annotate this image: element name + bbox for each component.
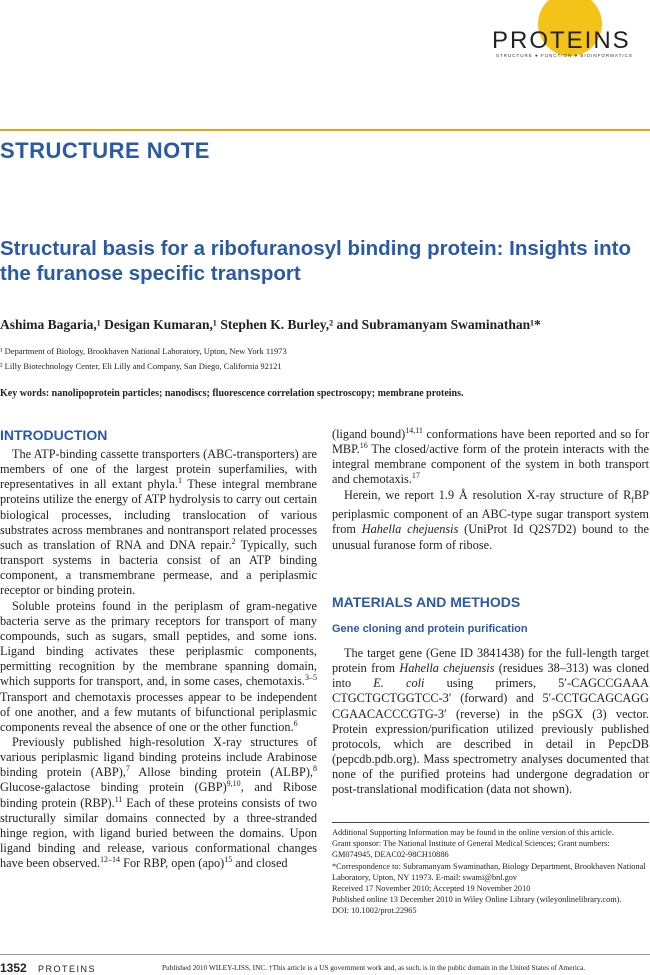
keywords-text: nanolipoprotein particles; nanodiscs; fluorescence correlation spectroscopy; membrane proteins. <box>51 388 464 399</box>
footnote-published: Published online 13 December 2010 in Wiley Online Library (wileyonlinelibrary.com). <box>332 895 622 905</box>
affiliation-2: ² Lilly Biotechnology Center, Eli Lilly and Company, San Diego, California 92121 <box>0 361 282 371</box>
footnote-rule <box>332 822 649 823</box>
footnote-supporting-info: Additional Supporting Information may be found in the online version of this article. <box>332 828 614 837</box>
footnote-received: Received 17 November 2010; Accepted 19 November 2010 <box>332 884 531 894</box>
footnote-doi: DOI: 10.1002/prot.22965 <box>332 906 417 916</box>
footer-rule <box>0 954 650 955</box>
intro-text-left: The ATP-binding cassette transporters (ABC-transporters) are members of one of the largest protein superfamilies, with representatives in all extant phyla.$^1$ These integral membrane proteins utilize the energy of ATP hydrolysis to carry out certain biological processes, including translocation of various substrates across membranes and nontransport related processes such as translation of RNA and DNA repair.$^2$ Typically, such transport systems in bacteria consist of an ATP binding component, a transmembrane permease, and a periplasmic receptor or binding protein. Soluble proteins found in the periplasm of gram-negative bacteria serve as the primary receptors for transport of many compounds, such as sugars, small peptides, and some ions. Ligand binding activates these periplasmic components, permitting recognition by the membrane spanning domain, which supports for transport, and, in some cases, chemotaxis.$^{3-5}$ Transport and chemotaxis processes appear to be independent of one another, and a few mutants of bifunctional periplasmic components reveal the absence of one or the other function.$^6$ Previously published high-resolution X-ray structures of various periplasmic ligand binding proteins include Arabinose binding protein (ABP),$^7$ Allose binding protein (ALBP),$^8$ Glucose-galactose binding protein (GBP)$^{9,10}$, and Ribose binding protein (RBP).$^{11}$ Each of these proteins consists of two structurally similar domains connected by a three-stranded hinge region, with ligand buried between the domains. Upon ligand binding and release, various conformational changes have been observed.$^{12-14}$ For RBP, open (apo)$^{15}$ and closed <box>0 447 317 871</box>
section-label: STRUCTURE NOTE <box>0 138 210 163</box>
authors: Ashima Bagaria,¹ Desigan Kumaran,¹ Stephen K. Burley,² and Subramanyam Swaminathan¹* <box>0 317 541 332</box>
header-rule <box>0 129 650 131</box>
intro-text-right: (ligand bound)$^{14,11}$ conformations have been reported and so for MBP.$^{16}$ The closed/active form of the protein interacts with the integral membrane component of the system in both transport and chemotaxis.$^{17}$ Herein, we report 1.9 Å resolution X-ray structure of $R_fBP$ periplasmic component of an ABC-type sugar transport system from Hahella chejuensis (UniProt Id Q2S7D2) bound to the unusual furanose form of ribose. <box>332 425 649 552</box>
footnotes <box>332 827 649 917</box>
journal-logo: PROTEINS <box>492 27 631 54</box>
page-number: 1352 <box>0 961 27 975</box>
footer-copyright: Published 2010 WILEY-LISS, INC. †This article is a US government work and, as such, is in the public domain in the United States of America. <box>162 963 586 972</box>
methods-text: The target gene (Gene ID 3841438) for the full-length target protein from Hahella chejuensis (residues 38–313) was cloned into E. coli using primers, 5′-CAGCCGAAA CTGCTGCTGGTCC-3′ (forward) and 5′-CCTGCAGCAGG CGAACACCCGTG-3′ (reverse) in the pSGX (3) vector. Protein expression/purification utilized previously published protocols, which are described in detail in PepcDB (pepcdb.pdb.org). Mass spectrometry analyses documented that none of the purified proteins had undergone degradation or post-translational modification (data not shown). <box>332 646 649 797</box>
article-title: Structural basis for a ribofuranosyl binding protein: Insights into the furanose specific transport <box>0 237 631 285</box>
affiliation-1: ¹ Department of Biology, Brookhaven National Laboratory, Upton, New York 11973 <box>0 346 287 356</box>
footnote-grant: Grant sponsor: The National Institute of General Medical Sciences; Grant numbers: GM074945, DEAC02-98CH10886 <box>332 839 610 860</box>
methods-subheading: Gene cloning and protein purification <box>332 623 528 635</box>
footnote-correspondence: *Correspondence to: Subramanyam Swaminathan, Biology Department, Brookhaven National Laboratory, Upton, NY 11973. E-mail: swami@bnl.gov <box>332 861 646 882</box>
methods-heading: MATERIALS AND METHODS <box>332 594 521 610</box>
journal-tagline: STRUCTURE ● FUNCTION ● BIOINFORMATICS <box>496 53 633 58</box>
keywords <box>0 388 464 399</box>
footer-journal: PROTEINS <box>38 964 97 974</box>
intro-heading: INTRODUCTION <box>0 427 108 443</box>
keywords-label: Key words: <box>0 388 50 399</box>
